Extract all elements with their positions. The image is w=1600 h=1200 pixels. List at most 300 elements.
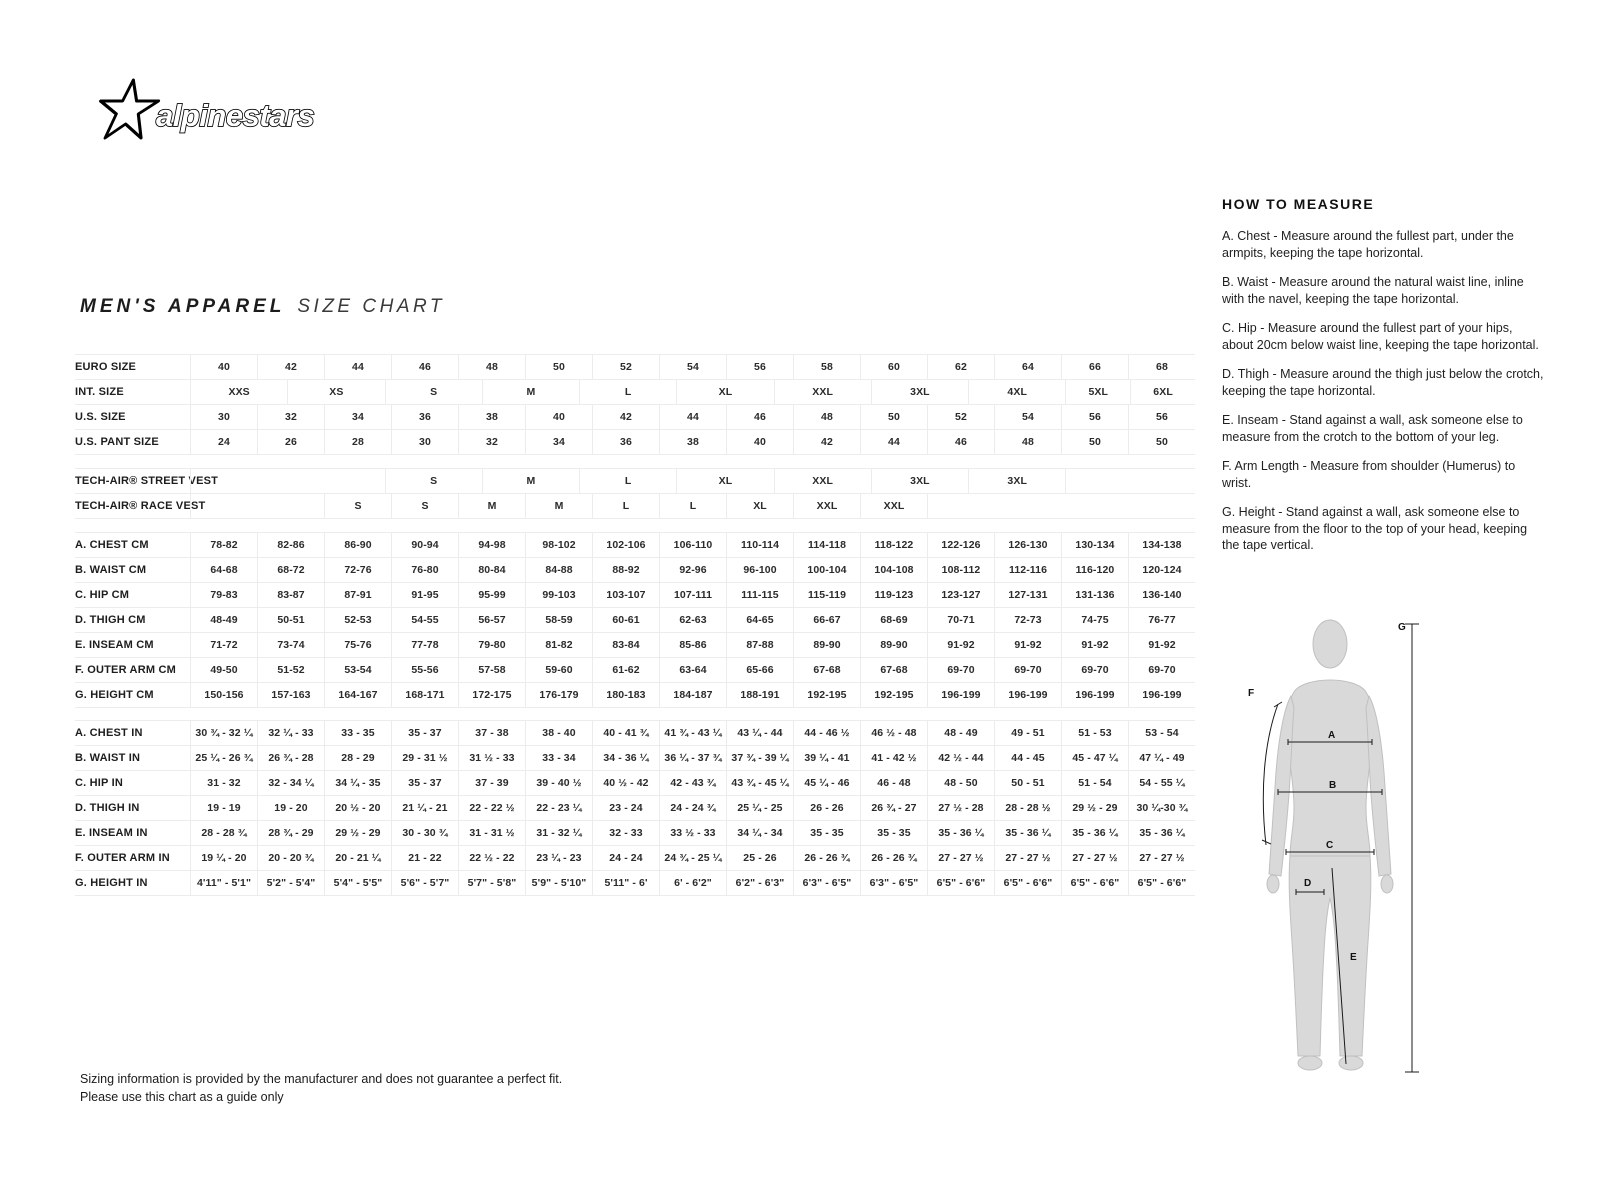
- size-cell: 52-53: [324, 608, 391, 632]
- size-cell: 76-80: [391, 558, 458, 582]
- size-cell: 37 - 38: [458, 721, 525, 745]
- size-cell: 33 - 35: [324, 721, 391, 745]
- size-cell: XL: [726, 494, 793, 518]
- size-cell: 26 - 26 ¾: [793, 846, 860, 870]
- size-cell: 53-54: [324, 658, 391, 682]
- size-cell: 75-76: [324, 633, 391, 657]
- size-cell: 46 ½ - 48: [860, 721, 927, 745]
- row-label: B. WAIST CM: [75, 563, 147, 576]
- size-cell: 99-103: [525, 583, 592, 607]
- marker-c: C: [1326, 840, 1334, 851]
- size-cell: 38: [458, 405, 525, 429]
- marker-d: D: [1304, 878, 1312, 889]
- size-cell: 54: [659, 355, 726, 379]
- size-cell: 46 - 48: [860, 771, 927, 795]
- size-cell: 27 - 27 ½: [1128, 846, 1195, 870]
- size-cell: 50-51: [257, 608, 324, 632]
- size-cell: 26 ¾ - 28: [257, 746, 324, 770]
- size-cell: 31 - 32: [190, 771, 257, 795]
- size-cell: M: [482, 380, 579, 404]
- size-cell: 28 ¾ - 29: [257, 821, 324, 845]
- row-label: TECH-AIR® STREET VEST: [75, 474, 219, 487]
- size-cell: 68-72: [257, 558, 324, 582]
- row-label: E. INSEAM IN: [75, 826, 148, 839]
- size-cell: 35 - 35: [793, 821, 860, 845]
- size-cell: 80-84: [458, 558, 525, 582]
- size-cell: 44: [860, 430, 927, 454]
- size-cell: 196-199: [1061, 683, 1128, 707]
- size-cell: 83-87: [257, 583, 324, 607]
- size-cell: 23 ¼ - 23: [525, 846, 592, 870]
- size-cell: 100-104: [793, 558, 860, 582]
- alpinestars-logo: [84, 76, 364, 152]
- size-cell: 48: [458, 355, 525, 379]
- size-cell: 35 - 35: [860, 821, 927, 845]
- size-cell: 89-90: [793, 633, 860, 657]
- size-cell: 23 - 24: [592, 796, 659, 820]
- size-cell: 6' - 6'2": [659, 871, 726, 895]
- size-cell: XXL: [860, 494, 927, 518]
- size-cell: 4'11" - 5'1": [190, 871, 257, 895]
- row-label: G. HEIGHT IN: [75, 876, 148, 889]
- table-row: [75, 682, 1195, 708]
- row-label: EURO SIZE: [75, 360, 137, 373]
- marker-f: F: [1248, 688, 1255, 699]
- measure-instruction-waist: B. Waist - Measure around the natural waist line, inline with the navel, keeping the tape horizontal.: [1222, 275, 1524, 306]
- size-cell: 6'5" - 6'6": [1128, 871, 1195, 895]
- size-cell: 71-72: [190, 633, 257, 657]
- size-cell: 26: [257, 430, 324, 454]
- size-cell: 51 - 53: [1061, 721, 1128, 745]
- size-cell: 37 - 39: [458, 771, 525, 795]
- size-cell: 48: [793, 405, 860, 429]
- size-cell: 6'3" - 6'5": [793, 871, 860, 895]
- size-cell: 64-68: [190, 558, 257, 582]
- size-cell: 87-91: [324, 583, 391, 607]
- size-cell: 95-99: [458, 583, 525, 607]
- size-cell: 116-120: [1061, 558, 1128, 582]
- size-cell: 77-78: [391, 633, 458, 657]
- row-label: F. OUTER ARM CM: [75, 663, 176, 676]
- size-cell: 120-124: [1128, 558, 1195, 582]
- size-cell: 79-83: [190, 583, 257, 607]
- row-label: C. HIP CM: [75, 588, 130, 601]
- size-cell: 50: [525, 355, 592, 379]
- size-cell: 33 ½ - 33: [659, 821, 726, 845]
- size-cell: 188-191: [726, 683, 793, 707]
- size-cell: 45 ¼ - 46: [793, 771, 860, 795]
- size-cell: S: [324, 494, 391, 518]
- size-cell: 4XL: [968, 380, 1065, 404]
- table-row: [75, 493, 1195, 519]
- size-cell: S: [391, 494, 458, 518]
- size-cell: 87-88: [726, 633, 793, 657]
- size-cell: 157-163: [257, 683, 324, 707]
- size-cell: 79-80: [458, 633, 525, 657]
- size-cell: 67-68: [860, 658, 927, 682]
- size-cell: 34 ¼ - 35: [324, 771, 391, 795]
- row-label: A. CHEST IN: [75, 726, 143, 739]
- size-cell: 22 ½ - 22: [458, 846, 525, 870]
- size-cell: 61-62: [592, 658, 659, 682]
- size-cell: 56: [1061, 405, 1128, 429]
- size-cell: 40: [726, 430, 793, 454]
- size-cell: 58-59: [525, 608, 592, 632]
- table-row: [75, 404, 1195, 429]
- size-cell: L: [659, 494, 726, 518]
- size-cell: 29 ½ - 29: [324, 821, 391, 845]
- size-cell: 32 - 34 ¼: [257, 771, 324, 795]
- size-cell: XL: [676, 380, 773, 404]
- measure-instruction-arm: F. Arm Length - Measure from shoulder (Humerus) to wrist.: [1222, 459, 1516, 490]
- size-cell: 54: [994, 405, 1061, 429]
- measure-instruction-inseam: E. Inseam - Stand against a wall, ask someone else to measure from the crotch to the bottom of your leg.: [1222, 413, 1523, 444]
- table-row: [75, 845, 1195, 870]
- size-cell: 27 - 27 ½: [927, 846, 994, 870]
- size-cell: 34 ¼ - 34: [726, 821, 793, 845]
- size-cell: 48 - 49: [927, 721, 994, 745]
- size-cell: 69-70: [927, 658, 994, 682]
- size-cell: 24: [190, 430, 257, 454]
- size-cell: 57-58: [458, 658, 525, 682]
- size-cell: 196-199: [927, 683, 994, 707]
- marker-b: B: [1329, 780, 1337, 791]
- size-cell: 21 ¼ - 21: [391, 796, 458, 820]
- size-cell: 34: [525, 430, 592, 454]
- size-cell: XXL: [774, 469, 871, 493]
- size-cell: 24 - 24 ¾: [659, 796, 726, 820]
- size-cell: 6'5" - 6'6": [927, 871, 994, 895]
- size-cell: 31 - 31 ½: [458, 821, 525, 845]
- size-cell: 172-175: [458, 683, 525, 707]
- size-cell: 48-49: [190, 608, 257, 632]
- size-cell: M: [525, 494, 592, 518]
- table-row: [75, 870, 1195, 896]
- size-cell: 46: [927, 430, 994, 454]
- size-cell: 50: [1061, 430, 1128, 454]
- table-section-cm: [75, 532, 1195, 708]
- size-cell: 107-111: [659, 583, 726, 607]
- size-cell: 184-187: [659, 683, 726, 707]
- size-cell: 6'5" - 6'6": [994, 871, 1061, 895]
- size-cell: 33 - 34: [525, 746, 592, 770]
- size-cell: 134-138: [1128, 533, 1195, 557]
- footer-disclaimer: [80, 1070, 562, 1106]
- size-cell: 103-107: [592, 583, 659, 607]
- table-row: [75, 532, 1195, 557]
- size-cell: 5'11" - 6': [592, 871, 659, 895]
- size-cell: 28 - 28 ¾: [190, 821, 257, 845]
- size-cell: 24 - 24: [592, 846, 659, 870]
- size-cell: 26 - 26 ¾: [860, 846, 927, 870]
- size-cell: 69-70: [1128, 658, 1195, 682]
- size-cell: 91-92: [927, 633, 994, 657]
- size-cell: XS: [287, 380, 384, 404]
- row-label: F. OUTER ARM IN: [75, 851, 170, 864]
- table-row: [75, 657, 1195, 682]
- size-cell: [190, 469, 385, 493]
- size-cell: 72-76: [324, 558, 391, 582]
- size-cell: 76-77: [1128, 608, 1195, 632]
- size-cell: 168-171: [391, 683, 458, 707]
- size-cell: 54 - 55 ¼: [1128, 771, 1195, 795]
- size-cell: 32 - 33: [592, 821, 659, 845]
- size-cell: 6XL: [1130, 380, 1195, 404]
- table-row: [75, 770, 1195, 795]
- table-row: [75, 795, 1195, 820]
- size-cell: 3XL: [871, 469, 968, 493]
- size-cell: 51 - 54: [1061, 771, 1128, 795]
- size-cell: 52: [592, 355, 659, 379]
- footer-line-2: Please use this chart as a guide only: [80, 1090, 284, 1105]
- size-cell: 41 ¾ - 43 ¼: [659, 721, 726, 745]
- row-label: G. HEIGHT CM: [75, 688, 154, 701]
- size-cell: S: [385, 380, 482, 404]
- table-row: [75, 607, 1195, 632]
- page-title-main: MEN'S APPAREL: [80, 296, 286, 317]
- size-cell: 32: [257, 405, 324, 429]
- size-cell: 85-86: [659, 633, 726, 657]
- size-cell: 43 ¾ - 45 ¼: [726, 771, 793, 795]
- size-cell: 31 ½ - 33: [458, 746, 525, 770]
- size-cell: 35 - 36 ¼: [1128, 821, 1195, 845]
- size-cell: 81-82: [525, 633, 592, 657]
- size-cell: 3XL: [968, 469, 1065, 493]
- size-cell: 64: [994, 355, 1061, 379]
- size-cell: 150-156: [190, 683, 257, 707]
- size-cell: 104-108: [860, 558, 927, 582]
- size-cell: 24 ¾ - 25 ¼: [659, 846, 726, 870]
- size-cell: 42: [592, 405, 659, 429]
- table-section-sizes: [75, 354, 1195, 455]
- size-cell: 112-116: [994, 558, 1061, 582]
- size-cell: 131-136: [1061, 583, 1128, 607]
- size-cell: 20 ½ - 20: [324, 796, 391, 820]
- size-cell: 44: [324, 355, 391, 379]
- size-cell: 40: [190, 355, 257, 379]
- size-cell: 42 - 43 ¾: [659, 771, 726, 795]
- size-cell: 92-96: [659, 558, 726, 582]
- size-cell: 35 - 37: [391, 771, 458, 795]
- size-cell: 49 - 51: [994, 721, 1061, 745]
- size-cell: 46: [726, 405, 793, 429]
- size-cell: 34 - 36 ¼: [592, 746, 659, 770]
- size-cell: 44 - 45: [994, 746, 1061, 770]
- page-title-sub: SIZE CHART: [297, 296, 445, 317]
- size-cell: 31 - 32 ¼: [525, 821, 592, 845]
- row-label: D. THIGH CM: [75, 613, 146, 626]
- size-cell: 25 ¼ - 26 ¾: [190, 746, 257, 770]
- size-cell: 26 - 26: [793, 796, 860, 820]
- size-cell: 192-195: [793, 683, 860, 707]
- body-diagram-svg: [1222, 612, 1552, 1104]
- size-cell: 110-114: [726, 533, 793, 557]
- size-cell: L: [592, 494, 659, 518]
- size-cell: 5'9" - 5'10": [525, 871, 592, 895]
- size-cell: 94-98: [458, 533, 525, 557]
- size-cell: 88-92: [592, 558, 659, 582]
- size-cell: 48 - 50: [927, 771, 994, 795]
- size-cell: 5'7" - 5'8": [458, 871, 525, 895]
- size-cell: [190, 494, 324, 518]
- size-cell: 59-60: [525, 658, 592, 682]
- size-cell: 56: [1128, 405, 1195, 429]
- size-cell: M: [482, 469, 579, 493]
- size-cell: 84-88: [525, 558, 592, 582]
- table-row: [75, 468, 1195, 493]
- size-cell: 27 - 27 ½: [994, 846, 1061, 870]
- size-cell: 47 ¼ - 49: [1128, 746, 1195, 770]
- size-cell: 67-68: [793, 658, 860, 682]
- size-cell: 91-92: [1128, 633, 1195, 657]
- size-cell: 49-50: [190, 658, 257, 682]
- size-cell: 44 - 46 ½: [793, 721, 860, 745]
- page-title: [80, 296, 445, 318]
- row-label: U.S. PANT SIZE: [75, 435, 159, 448]
- marker-a: A: [1328, 730, 1336, 741]
- size-cell: 36: [592, 430, 659, 454]
- size-cell: 50 - 51: [994, 771, 1061, 795]
- size-cell: L: [579, 469, 676, 493]
- row-label: E. INSEAM CM: [75, 638, 154, 651]
- size-cell: S: [385, 469, 482, 493]
- size-cell: 36: [391, 405, 458, 429]
- size-cell: 102-106: [592, 533, 659, 557]
- size-cell: 35 - 36 ¼: [927, 821, 994, 845]
- size-cell: 30: [391, 430, 458, 454]
- size-cell: 91-92: [994, 633, 1061, 657]
- size-cell: 58: [793, 355, 860, 379]
- row-label: INT. SIZE: [75, 385, 124, 398]
- size-cell: 65-66: [726, 658, 793, 682]
- size-cell: 30 ¾ - 32 ¼: [190, 721, 257, 745]
- size-cell: 34: [324, 405, 391, 429]
- size-cell: 35 - 36 ¼: [994, 821, 1061, 845]
- size-cell: XL: [676, 469, 773, 493]
- size-cell: 40 - 41 ¾: [592, 721, 659, 745]
- size-cell: [1065, 469, 1195, 493]
- size-cell: 38: [659, 430, 726, 454]
- size-table: [75, 354, 1195, 896]
- size-cell: 39 ¼ - 41: [793, 746, 860, 770]
- size-cell: 69-70: [994, 658, 1061, 682]
- size-cell: 19 - 20: [257, 796, 324, 820]
- size-cell: 114-118: [793, 533, 860, 557]
- size-cell: 5'4" - 5'5": [324, 871, 391, 895]
- size-cell: 66: [1061, 355, 1128, 379]
- size-cell: 127-131: [994, 583, 1061, 607]
- size-cell: 54-55: [391, 608, 458, 632]
- size-cell: 70-71: [927, 608, 994, 632]
- size-cell: 25 ¼ - 25: [726, 796, 793, 820]
- table-section-tech-air: [75, 468, 1195, 519]
- size-cell: 98-102: [525, 533, 592, 557]
- size-cell: 28 - 29: [324, 746, 391, 770]
- marker-e: E: [1350, 952, 1357, 963]
- size-cell: 42: [257, 355, 324, 379]
- size-cell: 19 - 19: [190, 796, 257, 820]
- size-cell: 27 ½ - 28: [927, 796, 994, 820]
- size-cell: 32: [458, 430, 525, 454]
- size-cell: 68: [1128, 355, 1195, 379]
- size-cell: 42: [793, 430, 860, 454]
- row-label: U.S. SIZE: [75, 410, 126, 423]
- table-section-in: [75, 720, 1195, 896]
- size-cell: 68-69: [860, 608, 927, 632]
- size-cell: 39 - 40 ½: [525, 771, 592, 795]
- size-cell: 130-134: [1061, 533, 1128, 557]
- size-cell: 43 ¼ - 44: [726, 721, 793, 745]
- size-cell: 5'6" - 5'7": [391, 871, 458, 895]
- size-cell: 25 - 26: [726, 846, 793, 870]
- size-cell: 30 - 30 ¾: [391, 821, 458, 845]
- size-cell: 74-75: [1061, 608, 1128, 632]
- size-cell: 28: [324, 430, 391, 454]
- size-cell: 62: [927, 355, 994, 379]
- size-cell: 63-64: [659, 658, 726, 682]
- size-cell: 19 ¼ - 20: [190, 846, 257, 870]
- size-cell: 48: [994, 430, 1061, 454]
- alpinestars-star-icon: [94, 80, 162, 138]
- size-cell: 60: [860, 355, 927, 379]
- size-cell: 91-92: [1061, 633, 1128, 657]
- size-cell: 27 - 27 ½: [1061, 846, 1128, 870]
- size-cell: 20 - 20 ¾: [257, 846, 324, 870]
- size-cell: 62-63: [659, 608, 726, 632]
- table-row: [75, 429, 1195, 455]
- table-row: [75, 582, 1195, 607]
- size-cell: 32 ¼ - 33: [257, 721, 324, 745]
- size-cell: 56-57: [458, 608, 525, 632]
- alpinestars-logo-svg: [84, 76, 364, 152]
- size-cell: 111-115: [726, 583, 793, 607]
- size-cell: 6'3" - 6'5": [860, 871, 927, 895]
- measure-instruction-thigh: D. Thigh - Measure around the thigh just below the crotch, keeping the tape horizontal.: [1222, 367, 1544, 398]
- height-line: [1405, 624, 1419, 1072]
- size-cell: 22 - 22 ½: [458, 796, 525, 820]
- row-label: TECH-AIR® RACE VEST: [75, 499, 206, 512]
- size-cell: 50: [860, 405, 927, 429]
- size-cell: 53 - 54: [1128, 721, 1195, 745]
- row-label: B. WAIST IN: [75, 751, 141, 764]
- size-cell: 55-56: [391, 658, 458, 682]
- size-cell: 196-199: [1128, 683, 1195, 707]
- size-cell: 21 - 22: [391, 846, 458, 870]
- size-cell: 126-130: [994, 533, 1061, 557]
- size-cell: 108-112: [927, 558, 994, 582]
- footer-line-1: Sizing information is provided by the manufacturer and does not guarantee a perfect fit.: [80, 1072, 563, 1086]
- size-cell: 35 - 36 ¼: [1061, 821, 1128, 845]
- size-cell: XXS: [190, 380, 287, 404]
- size-cell: 45 - 47 ¼: [1061, 746, 1128, 770]
- size-cell: 30: [190, 405, 257, 429]
- measure-instruction-hip: C. Hip - Measure around the fullest part of your hips, about 20cm below waist line, keeping the tape horizontal.: [1222, 321, 1539, 352]
- table-row: [75, 379, 1195, 404]
- size-cell: 60-61: [592, 608, 659, 632]
- size-cell: L: [579, 380, 676, 404]
- size-cell: 28 - 28 ½: [994, 796, 1061, 820]
- row-label: D. THIGH IN: [75, 801, 140, 814]
- size-cell: XXL: [774, 380, 871, 404]
- size-cell: 122-126: [927, 533, 994, 557]
- size-cell: 6'2" - 6'3": [726, 871, 793, 895]
- size-cell: 83-84: [592, 633, 659, 657]
- size-cell: 50: [1128, 430, 1195, 454]
- table-row: [75, 820, 1195, 845]
- measurement-diagram: [1222, 612, 1552, 1104]
- size-cell: 29 - 31 ½: [391, 746, 458, 770]
- size-cell: 5'2" - 5'4": [257, 871, 324, 895]
